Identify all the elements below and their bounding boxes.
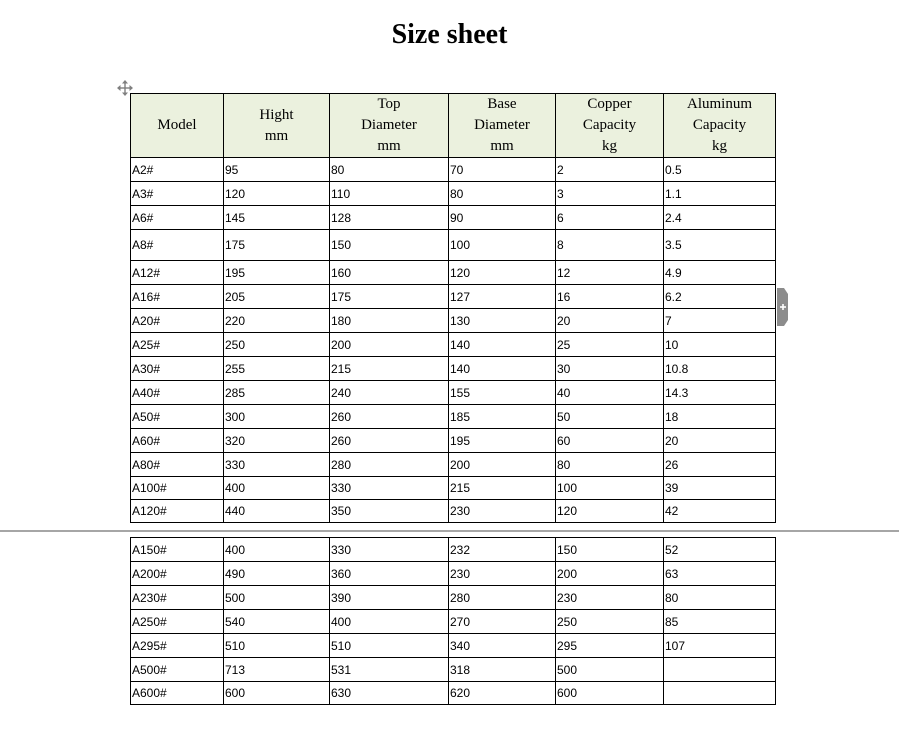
page-title: Size sheet bbox=[391, 19, 508, 50]
header-base-diameter bbox=[449, 94, 556, 158]
cell-height[interactable]: 195 bbox=[224, 261, 330, 285]
cell-model[interactable]: A3# bbox=[131, 182, 224, 206]
cell-model[interactable]: A500# bbox=[131, 658, 224, 682]
cell-aluminum-capacity[interactable] bbox=[664, 682, 776, 705]
header-text-line: Hight bbox=[259, 106, 294, 123]
cell-model[interactable]: A20# bbox=[131, 309, 224, 333]
cell-aluminum-capacity[interactable]: 3.5 bbox=[664, 230, 776, 261]
table-row bbox=[131, 500, 776, 523]
cell-base-diameter[interactable]: 120 bbox=[449, 261, 556, 285]
cell-model[interactable]: A16# bbox=[131, 285, 224, 309]
cell-model[interactable]: A40# bbox=[131, 381, 224, 405]
header-text-line: kg bbox=[712, 138, 727, 154]
cell-model[interactable]: A2# bbox=[131, 158, 224, 182]
cell-copper-capacity[interactable]: 120 bbox=[556, 500, 664, 523]
cell-base-diameter[interactable]: 130 bbox=[449, 309, 556, 333]
table-row bbox=[131, 453, 776, 477]
table-row bbox=[131, 634, 776, 658]
cell-base-diameter[interactable]: 318 bbox=[449, 658, 556, 682]
cell-base-diameter[interactable]: 620 bbox=[449, 682, 556, 705]
cell-copper-capacity[interactable]: 200 bbox=[556, 562, 664, 586]
cell-top-diameter[interactable]: 240 bbox=[330, 381, 449, 405]
cell-top-diameter[interactable]: 400 bbox=[330, 610, 449, 634]
cell-aluminum-capacity[interactable]: 85 bbox=[664, 610, 776, 634]
header-text-line: mm bbox=[264, 127, 289, 144]
cell-copper-capacity[interactable]: 25 bbox=[556, 333, 664, 357]
header-top-diameter bbox=[330, 94, 449, 158]
cell-model[interactable]: A25# bbox=[131, 333, 224, 357]
table-row bbox=[131, 333, 776, 357]
cell-aluminum-capacity[interactable]: 42 bbox=[664, 500, 776, 523]
cell-aluminum-capacity[interactable] bbox=[664, 658, 776, 682]
cell-copper-capacity[interactable]: 3 bbox=[556, 182, 664, 206]
cell-aluminum-capacity[interactable]: 6.2 bbox=[664, 285, 776, 309]
cell-copper-capacity[interactable]: 150 bbox=[556, 538, 664, 562]
cell-base-diameter[interactable]: 70 bbox=[449, 158, 556, 182]
header-text-line: Capacity bbox=[692, 117, 747, 133]
cell-aluminum-capacity[interactable]: 10 bbox=[664, 333, 776, 357]
cell-top-diameter[interactable]: 360 bbox=[330, 562, 449, 586]
cell-base-diameter[interactable]: 140 bbox=[449, 333, 556, 357]
cell-top-diameter[interactable]: 280 bbox=[330, 453, 449, 477]
cell-height[interactable]: 440 bbox=[224, 500, 330, 523]
cell-model[interactable]: A30# bbox=[131, 357, 224, 381]
cell-model[interactable]: A8# bbox=[131, 230, 224, 261]
header-text-line: kg bbox=[602, 138, 617, 154]
cell-copper-capacity[interactable]: 16 bbox=[556, 285, 664, 309]
cell-height[interactable]: 400 bbox=[224, 477, 330, 500]
table-row bbox=[131, 405, 776, 429]
cell-height[interactable]: 330 bbox=[224, 453, 330, 477]
cell-base-diameter[interactable]: 155 bbox=[449, 381, 556, 405]
cell-copper-capacity[interactable]: 2 bbox=[556, 158, 664, 182]
header-model bbox=[131, 94, 224, 158]
cell-base-diameter[interactable]: 340 bbox=[449, 634, 556, 658]
header-text-line: Top bbox=[377, 96, 401, 112]
cell-copper-capacity[interactable]: 230 bbox=[556, 586, 664, 610]
cell-base-diameter[interactable]: 185 bbox=[449, 405, 556, 429]
cell-height[interactable]: 250 bbox=[224, 333, 330, 357]
table-row bbox=[131, 610, 776, 634]
cell-aluminum-capacity[interactable]: 10.8 bbox=[664, 357, 776, 381]
add-tab-icon[interactable] bbox=[777, 288, 788, 326]
cell-aluminum-capacity[interactable]: 52 bbox=[664, 538, 776, 562]
table-row bbox=[131, 538, 776, 562]
header-aluminum-capacity bbox=[664, 94, 776, 158]
table-row bbox=[131, 477, 776, 500]
cell-aluminum-capacity[interactable]: 0.5 bbox=[664, 158, 776, 182]
header-text-line: Diameter bbox=[361, 117, 417, 133]
cell-top-diameter[interactable]: 128 bbox=[330, 206, 449, 230]
table-row bbox=[131, 357, 776, 381]
cell-height[interactable]: 95 bbox=[224, 158, 330, 182]
cell-aluminum-capacity[interactable]: 7 bbox=[664, 309, 776, 333]
cell-model[interactable]: A150# bbox=[131, 538, 224, 562]
cell-copper-capacity[interactable]: 50 bbox=[556, 405, 664, 429]
cell-model[interactable]: A50# bbox=[131, 405, 224, 429]
cell-height[interactable]: 300 bbox=[224, 405, 330, 429]
cell-model[interactable]: A295# bbox=[131, 634, 224, 658]
cell-top-diameter[interactable]: 260 bbox=[330, 405, 449, 429]
cell-top-diameter[interactable]: 510 bbox=[330, 634, 449, 658]
table-row bbox=[131, 586, 776, 610]
cell-height[interactable]: 600 bbox=[224, 682, 330, 705]
cell-height[interactable]: 255 bbox=[224, 357, 330, 381]
cell-model[interactable]: A200# bbox=[131, 562, 224, 586]
cell-base-diameter[interactable]: 200 bbox=[449, 453, 556, 477]
cell-base-diameter[interactable]: 232 bbox=[449, 538, 556, 562]
cell-base-diameter[interactable]: 80 bbox=[449, 182, 556, 206]
header-height bbox=[224, 94, 330, 158]
header-text-line: Aluminum bbox=[686, 96, 752, 112]
cell-top-diameter[interactable]: 110 bbox=[330, 182, 449, 206]
cell-model[interactable]: A250# bbox=[131, 610, 224, 634]
header-text-line: Base bbox=[487, 96, 517, 112]
cell-top-diameter[interactable]: 390 bbox=[330, 586, 449, 610]
table-row bbox=[131, 562, 776, 586]
cell-aluminum-capacity[interactable]: 1.1 bbox=[664, 182, 776, 206]
cell-top-diameter[interactable]: 630 bbox=[330, 682, 449, 705]
cell-base-diameter[interactable]: 230 bbox=[449, 562, 556, 586]
cell-aluminum-capacity[interactable]: 26 bbox=[664, 453, 776, 477]
cell-copper-capacity[interactable]: 8 bbox=[556, 230, 664, 261]
cell-height[interactable]: 205 bbox=[224, 285, 330, 309]
cell-height[interactable]: 540 bbox=[224, 610, 330, 634]
table-row bbox=[131, 658, 776, 682]
cell-top-diameter[interactable]: 330 bbox=[330, 477, 449, 500]
table-row bbox=[131, 261, 776, 285]
cell-copper-capacity[interactable]: 6 bbox=[556, 206, 664, 230]
cell-height[interactable]: 285 bbox=[224, 381, 330, 405]
cell-copper-capacity[interactable]: 500 bbox=[556, 658, 664, 682]
cell-model[interactable]: A60# bbox=[131, 429, 224, 453]
header-text-line: Diameter bbox=[474, 117, 530, 133]
header-text-line: Capacity bbox=[582, 117, 637, 133]
cell-height[interactable]: 145 bbox=[224, 206, 330, 230]
cell-height[interactable]: 220 bbox=[224, 309, 330, 333]
cell-height[interactable]: 490 bbox=[224, 562, 330, 586]
cell-height[interactable]: 713 bbox=[224, 658, 330, 682]
cell-top-diameter[interactable]: 80 bbox=[330, 158, 449, 182]
cell-model[interactable]: A80# bbox=[131, 453, 224, 477]
table-row bbox=[131, 309, 776, 333]
cell-base-diameter[interactable]: 100 bbox=[449, 230, 556, 261]
cell-copper-capacity[interactable]: 12 bbox=[556, 261, 664, 285]
cell-height[interactable]: 175 bbox=[224, 230, 330, 261]
cell-copper-capacity[interactable]: 60 bbox=[556, 429, 664, 453]
cell-copper-capacity[interactable]: 80 bbox=[556, 453, 664, 477]
size-table-page-2 bbox=[130, 537, 776, 705]
cell-copper-capacity[interactable]: 250 bbox=[556, 610, 664, 634]
table-row bbox=[131, 230, 776, 261]
cell-aluminum-capacity[interactable]: 14.3 bbox=[664, 381, 776, 405]
cell-aluminum-capacity[interactable]: 20 bbox=[664, 429, 776, 453]
table-header-row bbox=[131, 94, 776, 158]
table-row bbox=[131, 285, 776, 309]
cell-aluminum-capacity[interactable]: 4.9 bbox=[664, 261, 776, 285]
cell-copper-capacity[interactable]: 100 bbox=[556, 477, 664, 500]
header-copper-capacity bbox=[556, 94, 664, 158]
cell-top-diameter[interactable]: 200 bbox=[330, 333, 449, 357]
cell-top-diameter[interactable]: 175 bbox=[330, 285, 449, 309]
cell-model[interactable]: A6# bbox=[131, 206, 224, 230]
table-row bbox=[131, 182, 776, 206]
cell-aluminum-capacity[interactable]: 107 bbox=[664, 634, 776, 658]
cell-top-diameter[interactable]: 215 bbox=[330, 357, 449, 381]
cell-top-diameter[interactable]: 150 bbox=[330, 230, 449, 261]
table-row bbox=[131, 206, 776, 230]
cell-height[interactable]: 510 bbox=[224, 634, 330, 658]
cell-top-diameter[interactable]: 180 bbox=[330, 309, 449, 333]
cell-top-diameter[interactable]: 330 bbox=[330, 538, 449, 562]
cell-height[interactable]: 500 bbox=[224, 586, 330, 610]
header-text-line: mm bbox=[490, 138, 514, 154]
table-row bbox=[131, 381, 776, 405]
cell-height[interactable]: 400 bbox=[224, 538, 330, 562]
cell-aluminum-capacity[interactable]: 63 bbox=[664, 562, 776, 586]
cell-aluminum-capacity[interactable]: 18 bbox=[664, 405, 776, 429]
cell-model[interactable]: A100# bbox=[131, 477, 224, 500]
cell-copper-capacity[interactable]: 20 bbox=[556, 309, 664, 333]
cell-copper-capacity[interactable]: 40 bbox=[556, 381, 664, 405]
cell-top-diameter[interactable]: 160 bbox=[330, 261, 449, 285]
page-break-divider bbox=[0, 530, 899, 532]
cell-base-diameter[interactable]: 280 bbox=[449, 586, 556, 610]
cell-aluminum-capacity[interactable]: 80 bbox=[664, 586, 776, 610]
cell-model[interactable]: A12# bbox=[131, 261, 224, 285]
cell-model[interactable]: A230# bbox=[131, 586, 224, 610]
cell-copper-capacity[interactable]: 295 bbox=[556, 634, 664, 658]
header-text-line: Copper bbox=[587, 96, 632, 112]
cell-base-diameter[interactable]: 127 bbox=[449, 285, 556, 309]
size-table-page-1 bbox=[130, 93, 776, 523]
cell-height[interactable]: 120 bbox=[224, 182, 330, 206]
cell-top-diameter[interactable]: 260 bbox=[330, 429, 449, 453]
cell-copper-capacity[interactable]: 600 bbox=[556, 682, 664, 705]
cell-base-diameter[interactable]: 195 bbox=[449, 429, 556, 453]
header-text-line: Model bbox=[157, 117, 197, 133]
table-row bbox=[131, 429, 776, 453]
table-row bbox=[131, 682, 776, 705]
cell-height[interactable]: 320 bbox=[224, 429, 330, 453]
cell-aluminum-capacity[interactable]: 2.4 bbox=[664, 206, 776, 230]
cell-aluminum-capacity[interactable]: 39 bbox=[664, 477, 776, 500]
cell-base-diameter[interactable]: 90 bbox=[449, 206, 556, 230]
cell-model[interactable]: A600# bbox=[131, 682, 224, 705]
cell-base-diameter[interactable]: 215 bbox=[449, 477, 556, 500]
cell-base-diameter[interactable]: 230 bbox=[449, 500, 556, 523]
cell-base-diameter[interactable]: 140 bbox=[449, 357, 556, 381]
cell-top-diameter[interactable]: 350 bbox=[330, 500, 449, 523]
cell-copper-capacity[interactable]: 30 bbox=[556, 357, 664, 381]
cell-model[interactable]: A120# bbox=[131, 500, 224, 523]
table-row bbox=[131, 158, 776, 182]
cell-top-diameter[interactable]: 531 bbox=[330, 658, 449, 682]
cell-base-diameter[interactable]: 270 bbox=[449, 610, 556, 634]
header-text-line: mm bbox=[377, 138, 401, 154]
